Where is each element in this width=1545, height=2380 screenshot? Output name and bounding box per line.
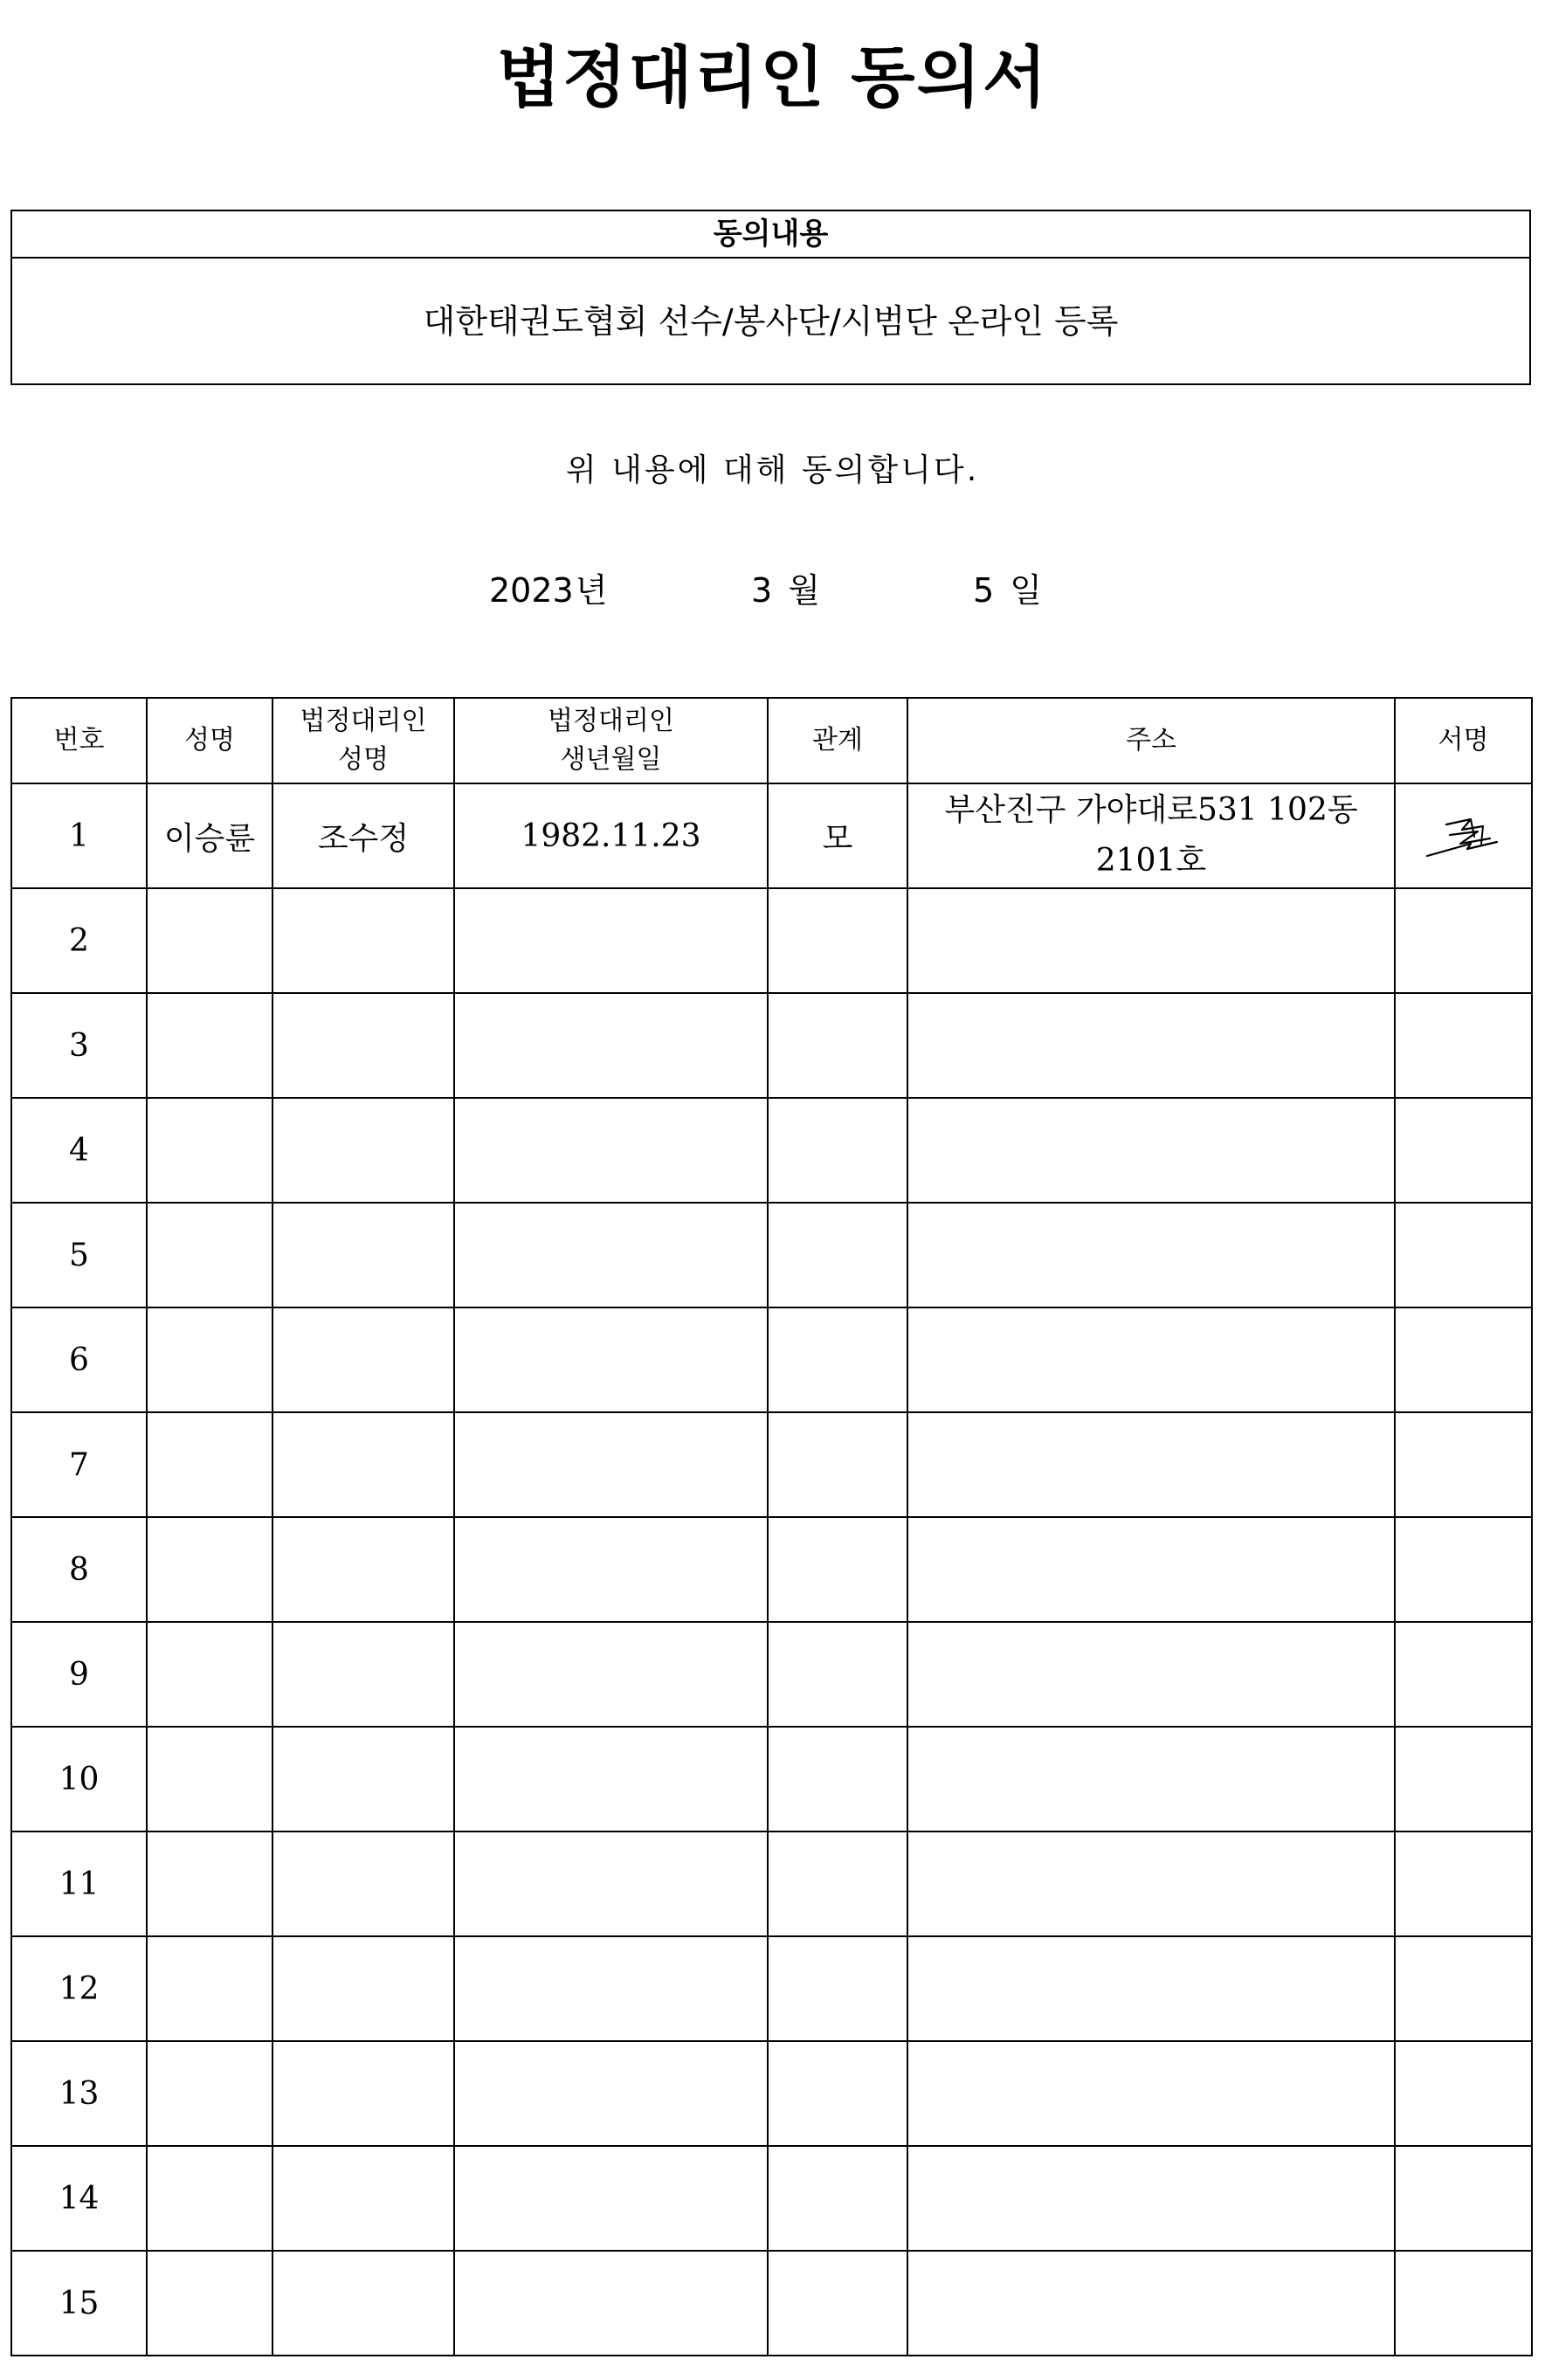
cell-name — [147, 888, 272, 993]
cell-relation — [768, 1098, 907, 1203]
cell-signature — [1395, 1832, 1532, 1936]
consent-content-box — [10, 210, 1531, 385]
agreement-statement: 위 내용에 대해 동의합니다. — [565, 452, 980, 488]
date-day-unit: 일 — [1010, 571, 1042, 610]
cell-address — [907, 1412, 1395, 1517]
cell-signature — [1395, 1307, 1532, 1412]
cell-guardian-name — [272, 1098, 454, 1203]
cell-guardian-dob — [454, 1517, 768, 1622]
date-year-value: 2023 — [489, 571, 574, 610]
cell-name — [147, 1517, 272, 1622]
cell-number: 15 — [11, 2251, 147, 2356]
cell-number: 8 — [11, 1517, 147, 1622]
table-row — [11, 1832, 1532, 1936]
table-row — [11, 1412, 1532, 1517]
header-guardian-dob — [454, 698, 768, 783]
header-guardian-name-line2: 성명 — [338, 744, 389, 775]
table-row — [11, 1098, 1532, 1203]
consent-header: 동의내용 — [12, 211, 1529, 259]
header-guardian-name — [272, 698, 454, 783]
cell-name — [147, 1098, 272, 1203]
table-row — [11, 2041, 1532, 2146]
header-relation: 관계 — [768, 698, 907, 783]
consent-content: 대한태권도협회 선수/봉사단/시범단 온라인 등록 — [423, 302, 1119, 341]
cell-guardian-name — [272, 1412, 454, 1517]
table-row — [11, 1203, 1532, 1307]
cell-signature — [1395, 2041, 1532, 2146]
cell-name — [147, 2041, 272, 2146]
cell-name — [147, 993, 272, 1098]
cell-guardian-dob — [454, 1727, 768, 1832]
table-row — [11, 888, 1532, 993]
cell-name — [147, 1203, 272, 1307]
date-day-value: 5 — [973, 571, 995, 610]
cell-guardian-name — [272, 993, 454, 1098]
table-header-row — [11, 698, 1532, 783]
cell-relation — [768, 993, 907, 1098]
date-year — [489, 563, 607, 611]
date-month-value: 3 — [751, 571, 773, 610]
cell-relation — [768, 1727, 907, 1832]
cell-relation: 모 — [768, 783, 907, 888]
cell-guardian-name — [272, 2041, 454, 2146]
cell-address — [907, 888, 1395, 993]
cell-address — [907, 2251, 1395, 2356]
header-number: 번호 — [11, 698, 147, 783]
header-address: 주소 — [907, 698, 1395, 783]
cell-guardian-dob — [454, 1936, 768, 2041]
cell-number: 6 — [11, 1307, 147, 1412]
cell-name — [147, 1622, 272, 1727]
cell-guardian-dob — [454, 2041, 768, 2146]
header-signature: 서명 — [1395, 698, 1532, 783]
cell-guardian-dob — [454, 888, 768, 993]
date-month-unit: 월 — [788, 571, 820, 610]
cell-relation — [768, 1203, 907, 1307]
cell-signature — [1395, 1517, 1532, 1622]
table-row — [11, 1307, 1532, 1412]
cell-signature — [1395, 2251, 1532, 2356]
cell-guardian-name — [272, 888, 454, 993]
cell-guardian-dob — [454, 1412, 768, 1517]
cell-address — [907, 1517, 1395, 1622]
cell-address — [907, 1936, 1395, 2041]
header-name: 성명 — [147, 698, 272, 783]
cell-address — [907, 1727, 1395, 1832]
cell-guardian-dob — [454, 993, 768, 1098]
table-body — [11, 783, 1532, 2356]
cell-name — [147, 1307, 272, 1412]
cell-address — [907, 1832, 1395, 1936]
cell-name — [147, 1936, 272, 2041]
table-row — [11, 783, 1532, 888]
cell-number: 12 — [11, 1936, 147, 2041]
cell-signature — [1395, 888, 1532, 993]
cell-relation — [768, 1517, 907, 1622]
cell-guardian-name — [272, 1622, 454, 1727]
cell-number: 4 — [11, 1098, 147, 1203]
cell-signature — [1395, 1727, 1532, 1832]
header-guardian-name-line1: 법정대리인 — [300, 706, 427, 736]
cell-signature — [1395, 1412, 1532, 1517]
cell-guardian-name — [272, 2146, 454, 2251]
cell-signature — [1395, 1936, 1532, 2041]
cell-address — [907, 1622, 1395, 1727]
cell-relation — [768, 2041, 907, 2146]
cell-number: 1 — [11, 783, 147, 888]
cell-guardian-dob — [454, 1203, 768, 1307]
cell-signature — [1395, 2146, 1532, 2251]
table-row — [11, 2251, 1532, 2356]
cell-name: 이승륜 — [147, 783, 272, 888]
date-month — [751, 563, 820, 611]
cell-number: 11 — [11, 1832, 147, 1936]
table-row — [11, 993, 1532, 1098]
cell-relation — [768, 2251, 907, 2356]
cell-number: 7 — [11, 1412, 147, 1517]
cell-number: 13 — [11, 2041, 147, 2146]
cell-number: 5 — [11, 1203, 147, 1307]
cell-number: 9 — [11, 1622, 147, 1727]
cell-address: 부산진구 가야대로531 102동2101호 — [907, 783, 1395, 888]
cell-number: 2 — [11, 888, 147, 993]
date-year-unit: 년 — [575, 571, 608, 610]
table-row — [11, 1517, 1532, 1622]
cell-guardian-name — [272, 1307, 454, 1412]
cell-number: 10 — [11, 1727, 147, 1832]
guardian-consent-table — [10, 697, 1533, 2356]
cell-address — [907, 993, 1395, 1098]
cell-relation — [768, 1412, 907, 1517]
cell-relation — [768, 2146, 907, 2251]
cell-relation — [768, 1622, 907, 1727]
cell-signature — [1395, 1098, 1532, 1203]
table-row — [11, 1936, 1532, 2041]
cell-relation — [768, 1832, 907, 1936]
cell-name — [147, 1727, 272, 1832]
table-row — [11, 1622, 1532, 1727]
cell-guardian-name — [272, 1517, 454, 1622]
cell-address — [907, 1203, 1395, 1307]
cell-relation — [768, 1936, 907, 2041]
date-day — [973, 563, 1042, 611]
handwritten-signature — [1420, 805, 1507, 866]
cell-guardian-dob — [454, 2251, 768, 2356]
cell-signature — [1395, 783, 1532, 888]
cell-name — [147, 2146, 272, 2251]
cell-guardian-name — [272, 2251, 454, 2356]
cell-guardian-dob — [454, 1098, 768, 1203]
cell-name — [147, 1412, 272, 1517]
table-row — [11, 1727, 1532, 1832]
document-title: 법정대리인 동의서 — [496, 38, 1049, 116]
cell-address — [907, 1098, 1395, 1203]
cell-guardian-dob — [454, 1622, 768, 1727]
cell-guardian-name — [272, 1832, 454, 1936]
cell-guardian-name: 조수정 — [272, 783, 454, 888]
table-row — [11, 2146, 1532, 2251]
cell-guardian-dob — [454, 1307, 768, 1412]
cell-signature — [1395, 993, 1532, 1098]
cell-number: 3 — [11, 993, 147, 1098]
cell-signature — [1395, 1622, 1532, 1727]
header-guardian-dob-line1: 법정대리인 — [548, 706, 674, 736]
cell-guardian-name — [272, 1936, 454, 2041]
cell-address — [907, 2146, 1395, 2251]
cell-address — [907, 2041, 1395, 2146]
cell-relation — [768, 1307, 907, 1412]
cell-signature — [1395, 1203, 1532, 1307]
cell-guardian-dob: 1982.11.23 — [454, 783, 768, 888]
cell-guardian-dob — [454, 2146, 768, 2251]
cell-name — [147, 2251, 272, 2356]
cell-name — [147, 1832, 272, 1936]
cell-guardian-name — [272, 1203, 454, 1307]
cell-relation — [768, 888, 907, 993]
cell-guardian-dob — [454, 1832, 768, 1936]
cell-address — [907, 1307, 1395, 1412]
header-guardian-dob-line2: 생년월일 — [560, 744, 662, 775]
cell-number: 14 — [11, 2146, 147, 2251]
cell-guardian-name — [272, 1727, 454, 1832]
